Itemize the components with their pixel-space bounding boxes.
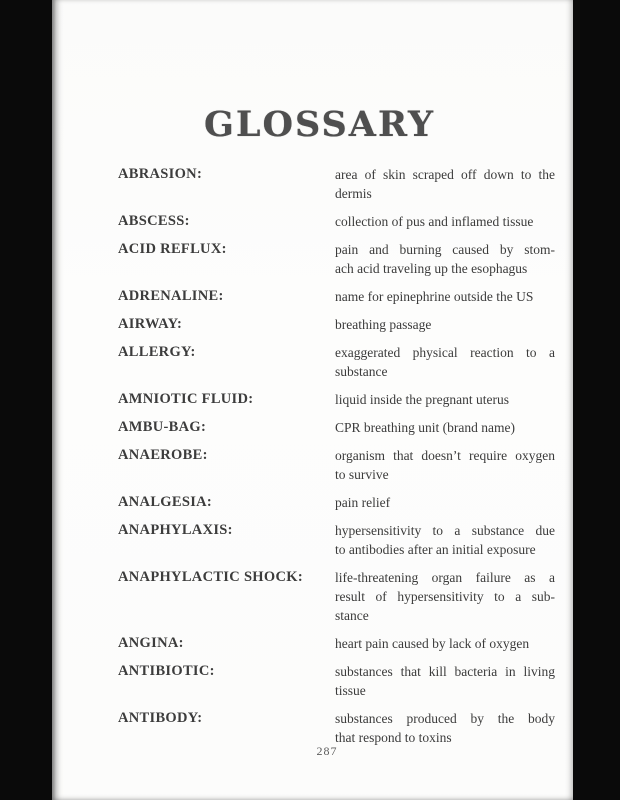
glossary-term: ABSCESS: xyxy=(118,213,190,229)
glossary-entry xyxy=(118,418,573,437)
glossary-list xyxy=(118,165,573,747)
definition-line: tissue xyxy=(335,683,366,698)
definition-line: to antibodies after an initial exposure xyxy=(335,542,536,557)
glossary-term: AMNIOTIC FLUID: xyxy=(118,391,254,407)
glossary-term: ADRENALINE: xyxy=(118,288,224,304)
glossary-term: AIRWAY: xyxy=(118,316,183,332)
definition-line: substances that kill bacteria in living xyxy=(335,664,555,679)
definition-line: to survive xyxy=(335,467,389,482)
glossary-definition xyxy=(335,662,555,700)
definition-line: ach acid traveling up the esophagus xyxy=(335,261,528,276)
glossary-entry xyxy=(118,315,573,334)
glossary-definition xyxy=(335,165,555,203)
glossary-entry xyxy=(118,662,573,700)
definition-line: pain relief xyxy=(335,495,391,510)
definition-line: result of hypersensitivity to a sub- xyxy=(335,589,555,604)
glossary-definition xyxy=(335,634,555,653)
definition-line: substances produced by the body xyxy=(335,711,555,726)
definition-line: area of skin scraped off down to the xyxy=(335,167,555,182)
glossary-entry xyxy=(118,521,573,559)
glossary-entry xyxy=(118,343,573,381)
glossary-term: ANAPHYLACTIC SHOCK: xyxy=(118,569,303,585)
glossary-entry xyxy=(118,287,573,306)
glossary-definition xyxy=(335,240,555,278)
glossary-term: ACID REFLUX: xyxy=(118,241,227,257)
definition-line: hypersensitivity to a substance due xyxy=(335,523,555,538)
glossary-definition xyxy=(335,709,555,747)
glossary-term: ANTIBODY: xyxy=(118,710,203,726)
glossary-definition xyxy=(335,418,555,437)
glossary-definition xyxy=(335,446,555,484)
glossary-definition xyxy=(335,343,555,381)
definition-line: pain and burning caused by stom- xyxy=(335,242,555,257)
glossary-definition xyxy=(335,212,555,231)
definition-line: heart pain caused by lack of oxygen xyxy=(335,636,530,651)
glossary-entry xyxy=(118,212,573,231)
glossary-entry xyxy=(118,390,573,409)
glossary-entry xyxy=(118,709,573,747)
glossary-definition xyxy=(335,493,555,512)
definition-line: collection of pus and inflamed tissue xyxy=(335,214,534,229)
glossary-term: ANTIBIOTIC: xyxy=(118,663,215,679)
definition-line: stance xyxy=(335,608,369,623)
book-page xyxy=(52,0,573,800)
definition-line: life-threatening organ failure as a xyxy=(335,570,555,585)
definition-line: dermis xyxy=(335,186,372,201)
definition-line: liquid inside the pregnant uterus xyxy=(335,392,509,407)
definition-line: CPR breathing unit (brand name) xyxy=(335,420,515,435)
glossary-definition xyxy=(335,568,555,625)
glossary-entry xyxy=(118,493,573,512)
glossary-term: AMBU-BAG: xyxy=(118,419,207,435)
glossary-entry xyxy=(118,240,573,278)
glossary-entry xyxy=(118,446,573,484)
definition-line: breathing passage xyxy=(335,317,432,332)
glossary-term: ANAEROBE: xyxy=(118,447,208,463)
glossary-term: ANALGESIA: xyxy=(118,494,213,510)
definition-line: name for epinephrine outside the US xyxy=(335,289,534,304)
glossary-definition xyxy=(335,390,555,409)
glossary-definition xyxy=(335,521,555,559)
glossary-entry xyxy=(118,165,573,203)
glossary-term: ANGINA: xyxy=(118,635,184,651)
glossary-entry xyxy=(118,634,573,653)
glossary-definition xyxy=(335,315,555,334)
page-number: 287 xyxy=(316,744,338,758)
glossary-term: ANAPHYLAXIS: xyxy=(118,522,233,538)
glossary-term: ALLERGY: xyxy=(118,344,196,360)
glossary-entry xyxy=(118,568,573,625)
glossary-term: ABRASION: xyxy=(118,166,203,182)
definition-line: substance xyxy=(335,364,388,379)
definition-line: exaggerated physical reaction to a xyxy=(335,345,555,360)
glossary-definition xyxy=(335,287,555,306)
definition-line: that respond to toxins xyxy=(335,730,452,745)
page-title: GLOSSARY xyxy=(204,104,435,145)
definition-line: organism that doesn’t require oxygen xyxy=(335,448,555,463)
